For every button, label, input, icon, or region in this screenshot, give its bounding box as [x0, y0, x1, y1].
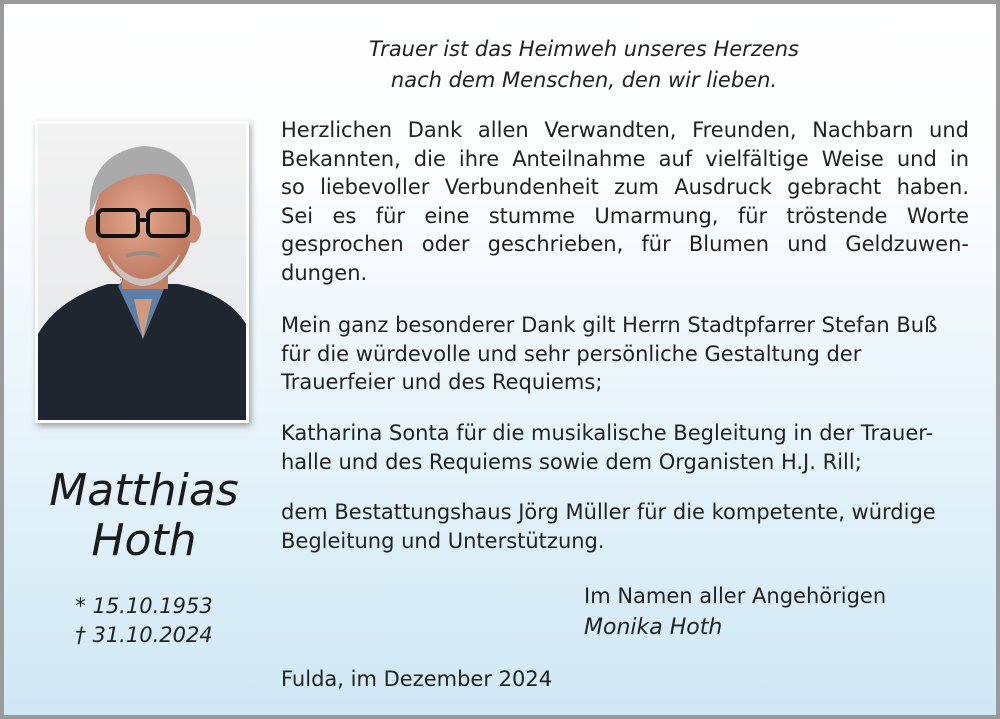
portrait-image	[38, 124, 246, 420]
funeral-home-thanks-paragraph	[281, 498, 969, 555]
motto-quote	[304, 34, 864, 96]
place-date: Fulda, im Dezember 2024	[281, 667, 553, 691]
life-dates	[44, 592, 244, 650]
text-line: Begleitung und Unterstützung.	[281, 528, 605, 553]
death-date: † 31.10.2024	[75, 623, 213, 647]
text-line: Sei es für eine stumme Umarmung, für tröstende Worte	[281, 203, 969, 228]
portrait-photo	[35, 121, 249, 423]
text-line: Herzlichen Dank allen Verwandten, Freunden, Nachbarn und	[281, 118, 969, 142]
motto-line: Trauer ist das Heimweh unseres Herzens	[368, 37, 799, 61]
text-line: halle und des Requiems sowie dem Organisten H.J. Rill;	[281, 449, 862, 474]
last-name: Hoth	[91, 515, 197, 566]
text-line: dem Bestattungshaus Jörg Müller für die kompetente, würdige	[281, 500, 936, 524]
deceased-name	[24, 466, 264, 566]
text-line: Bekannten, die ihre Anteilnahme auf vielfältige Weise und in	[281, 146, 969, 171]
signature-line: Im Namen aller Angehörigen	[584, 584, 887, 608]
first-name: Matthias	[49, 465, 239, 516]
birth-date: * 15.10.1953	[75, 594, 213, 618]
text-line: Mein ganz besonderer Dank gilt Herrn Stadtpfarrer Stefan Buß	[281, 313, 938, 337]
pastor-thanks-paragraph	[281, 311, 969, 397]
signer-name: Monika Hoth	[584, 615, 723, 640]
text-line: Trauerfeier und des Requiems;	[281, 370, 603, 394]
text-line: gesprochen oder geschrieben, für Blumen und Geldzuwen-	[281, 232, 969, 256]
thanks-paragraph	[281, 116, 969, 287]
motto-line: nach dem Menschen, den wir lieben.	[390, 68, 778, 92]
text-line: dungen.	[281, 260, 368, 285]
text-line: so liebevoller Verbundenheit zum Ausdruck gebracht haben.	[281, 175, 969, 199]
music-thanks-paragraph	[281, 419, 969, 476]
signature-block	[584, 581, 964, 643]
text-line: für die würdevolle und sehr persönliche Gestaltung der	[281, 341, 862, 366]
text-line: Katharina Sonta für die musikalische Begleitung in der Trauer-	[281, 421, 934, 445]
